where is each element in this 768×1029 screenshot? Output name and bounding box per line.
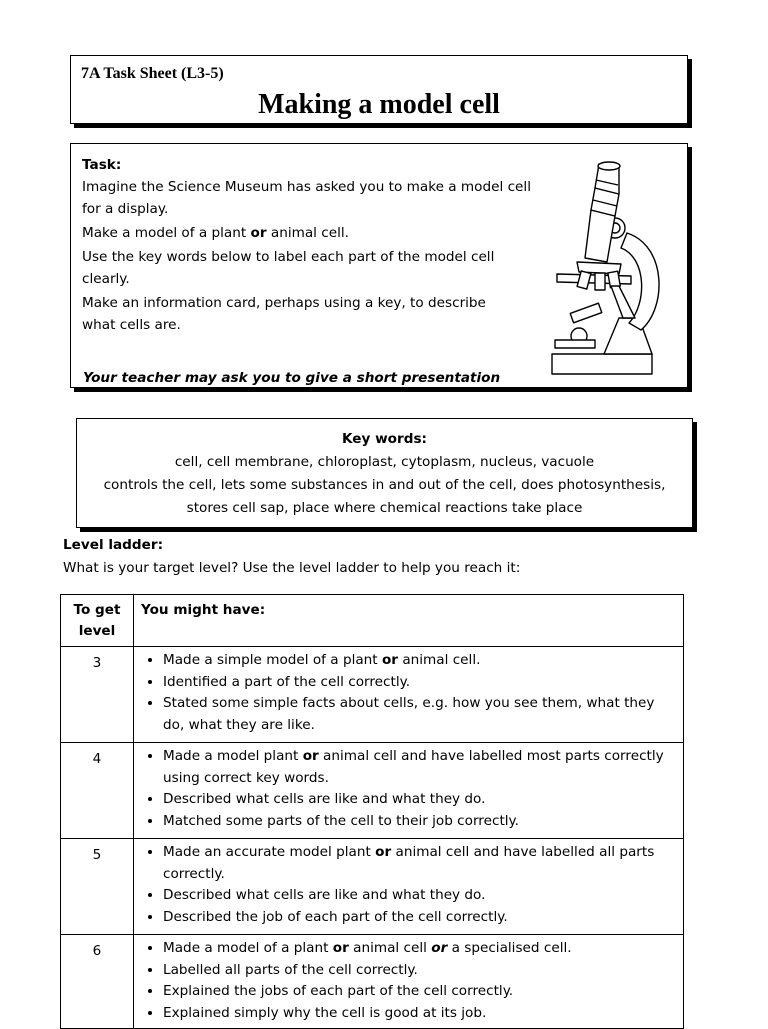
level-number: 4 [61, 743, 134, 839]
list-item: • Made a simple model of a plant or animal cell. [163, 650, 677, 672]
level-ladder-heading: Level ladder: [63, 537, 164, 553]
list-item: • Made a model of a plant or animal cell or a specialised cell. [163, 938, 677, 960]
key-words-jobs-line-1: controls the cell, lets some substances in and out of the cell, does photosynthesis, [103, 477, 666, 493]
key-words-box [76, 418, 693, 528]
task-line-1b: for a display. [82, 201, 169, 217]
task-note: Your teacher may ask you to give a short presentation [83, 370, 501, 386]
list-item: • Described what cells are like and what they do. [163, 885, 677, 907]
list-item: • Explained the jobs of each part of the cell correctly. [163, 981, 677, 1003]
list-item: • Described what cells are like and what they do. [163, 789, 677, 811]
list-item: • Stated some simple facts about cells, e.g. how you see them, what they do, what they are like. [163, 693, 677, 736]
col-header-have: You might have: [134, 595, 684, 647]
table-row [61, 935, 684, 1029]
title-box [70, 55, 688, 124]
table-row [61, 647, 684, 743]
table-row [61, 839, 684, 935]
level-ladder-intro: What is your target level? Use the level ladder to help you reach it: [63, 560, 521, 576]
sheet-code: 7A Task Sheet (L3-5) [81, 65, 224, 82]
list-item: • Described the job of each part of the cell correctly. [163, 907, 677, 929]
col-header-level: To get level [61, 595, 134, 647]
task-line-4b: what cells are. [82, 317, 181, 333]
task-line-3: Use the key words below to label each part of the model cell [82, 249, 495, 265]
table-row [61, 743, 684, 839]
list-item: • Made an accurate model plant or animal cell and have labelled all parts correctly. [163, 842, 677, 885]
page-title: Making a model cell [258, 89, 500, 120]
level-number: 3 [61, 647, 134, 743]
task-line-3b: clearly. [82, 271, 130, 287]
list-item: • Explained simply why the cell is good at its job. [163, 1003, 677, 1025]
task-heading: Task [82, 157, 116, 173]
level-ladder-table [60, 594, 684, 1029]
task-line-4: Make an information card, perhaps using a key, to describe [82, 295, 486, 311]
level-number: 6 [61, 935, 134, 1029]
list-item: • Labelled all parts of the cell correctly. [163, 960, 677, 982]
level-number: 5 [61, 839, 134, 935]
task-line-1: Imagine the Science Museum has asked you to make a model cell [82, 179, 531, 195]
task-line-2: Make a model of a plant or animal cell. [82, 225, 349, 241]
task-box [70, 143, 688, 388]
table-header-row [61, 595, 684, 647]
list-item: • Identified a part of the cell correctly. [163, 672, 677, 694]
key-words-heading: Key words: [342, 431, 427, 447]
task-text: Task: Imagine the Science Museum has asked you to make a model cell for a display. Make a model of a plant or animal cell. Use the key words below to label each part of the model cell clearly. Make an information card, perhaps using a key, to describe what cells are. [82, 154, 552, 336]
list-item: • Matched some parts of the cell to their job correctly. [163, 811, 677, 833]
key-words-jobs-line-2: stores cell sap, place where chemical reactions take place [186, 500, 583, 516]
microscope-icon [549, 158, 674, 376]
list-item: • Made a model plant or animal cell and have labelled most parts correctly using correct key words. [163, 746, 677, 789]
key-words-list: cell, cell membrane, chloroplast, cytoplasm, nucleus, vacuole [174, 454, 595, 470]
